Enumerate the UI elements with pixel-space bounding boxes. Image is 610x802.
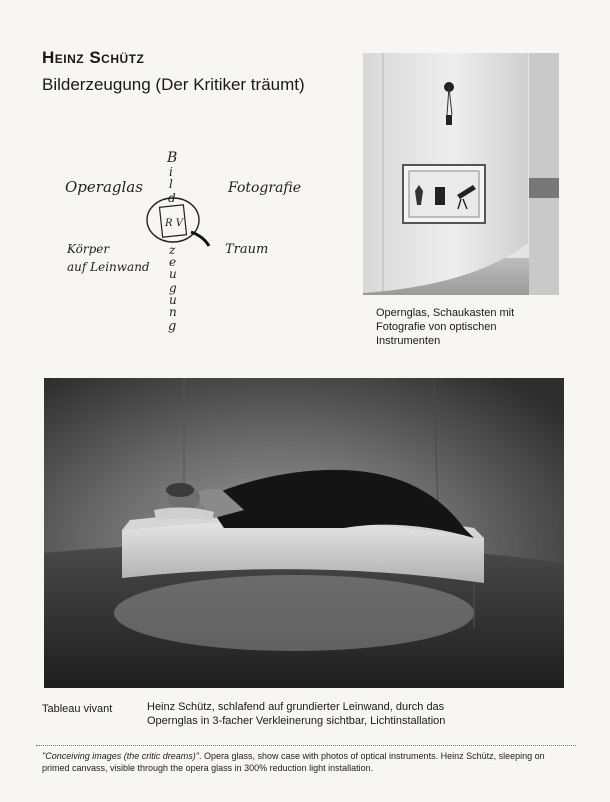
artist-name: Heinz Schütz bbox=[42, 48, 145, 67]
sketch-letter: g bbox=[169, 281, 177, 295]
sketch-letter: u bbox=[169, 267, 177, 281]
sketch-vertical-word-bottom bbox=[168, 243, 177, 334]
sketch-letter: n bbox=[169, 305, 177, 319]
artwork-title: Bilderzeugung (Der Kritiker träumt) bbox=[42, 75, 305, 94]
sketch-word-koerper: Körper bbox=[67, 242, 110, 256]
sketch-letter: e bbox=[169, 255, 177, 269]
sketch-letter: u bbox=[169, 293, 177, 307]
caption-showcase: Opernglas, Schaukasten mit Fotografie von optischen Instrumenten bbox=[376, 307, 515, 347]
footnote-title: "Conceiving images (the critic dreams)" bbox=[42, 751, 199, 761]
caption-main-photo: Heinz Schütz, schlafend auf grundierter Leinwand, durch das Opernglas in 3-facher Verkleinerung sichtbar, Lichtinstallation bbox=[147, 701, 446, 727]
sketch-letter: i bbox=[169, 165, 173, 179]
photo-tableau-vivant bbox=[44, 378, 564, 688]
sketch-letter: B bbox=[167, 150, 178, 166]
sketch-letter: l bbox=[169, 177, 173, 191]
sketch-word-fotografie: Fotografie bbox=[228, 180, 302, 196]
showcase-box bbox=[403, 165, 485, 223]
sketch-letter: g bbox=[168, 319, 177, 334]
photo-showcase bbox=[363, 53, 559, 295]
sketch-word-traum: Traum bbox=[225, 242, 269, 257]
sketch-word-leinwand: auf Leinwand bbox=[67, 260, 150, 274]
opera-glass-drawing bbox=[147, 198, 209, 246]
sketch-word-operaglas: Operaglas bbox=[65, 178, 143, 196]
footnote-text: . Opera glass, show case with photos of optical instruments. Heinz Schütz, sleeping on primed canvass, visible through the opera glass in 300% reduction light installation. bbox=[42, 751, 545, 773]
sketch-letter: d bbox=[168, 191, 176, 205]
footnote bbox=[42, 750, 572, 774]
sketch-letter: z bbox=[169, 243, 176, 257]
caption-tableau-vivant: Tableau vivant bbox=[42, 703, 113, 715]
sketch-center-letters: R V bbox=[165, 218, 183, 229]
footnote-divider bbox=[36, 745, 576, 746]
sketch-vertical-word-top bbox=[166, 150, 177, 205]
handwritten-sketch bbox=[55, 140, 315, 340]
